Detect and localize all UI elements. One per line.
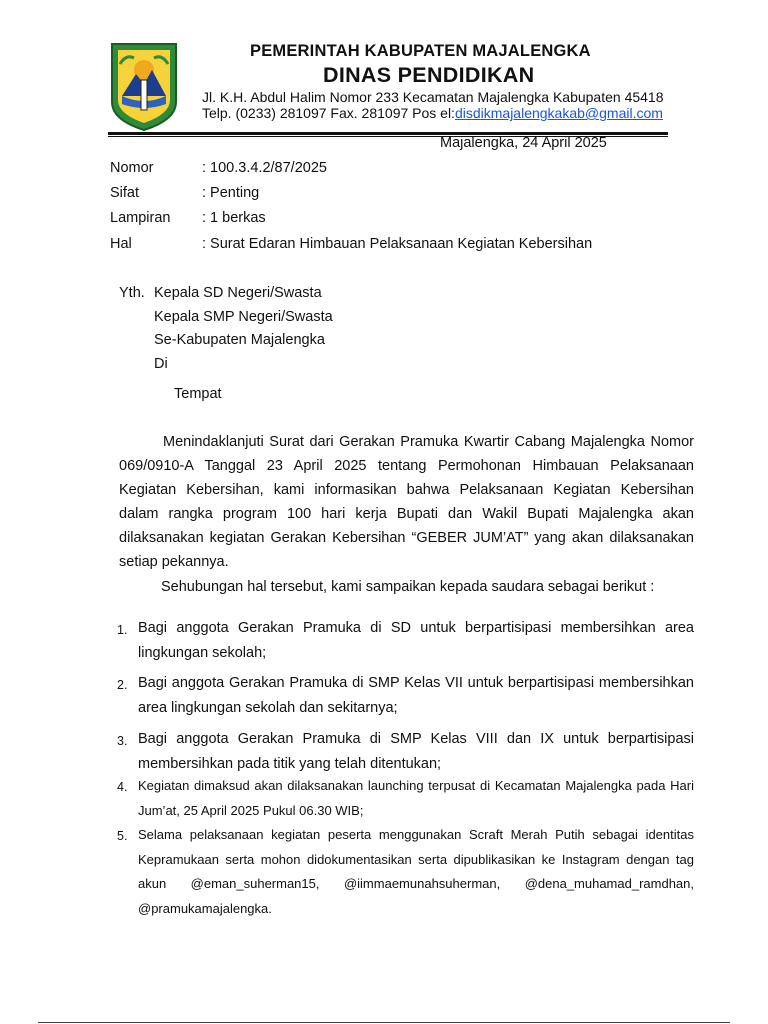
list-item: Bagi anggota Gerakan Pramuka di SMP Kelas VIII dan IX untuk berpartisipasi membersihkan pada titik yang telah ditentukan; bbox=[138, 731, 694, 772]
government-name: PEMERINTAH KABUPATEN MAJALENGKA bbox=[250, 42, 591, 60]
list-number: 5. bbox=[117, 829, 128, 843]
list-number: 4. bbox=[117, 780, 128, 794]
meta-label-nomor: Nomor bbox=[110, 160, 154, 176]
meta-value-sifat: : Penting bbox=[202, 185, 260, 201]
list-number: 3. bbox=[117, 734, 128, 748]
list-number: 2. bbox=[117, 678, 128, 692]
office-address: Jl. K.H. Abdul Halim Nomor 233 Kecamatan Majalengka Kabupaten 45418 bbox=[202, 89, 664, 105]
page-bottom-rule bbox=[38, 1022, 730, 1023]
addressee-prefix: Yth. bbox=[119, 285, 145, 301]
meta-value-lampiran: : 1 berkas bbox=[202, 210, 266, 226]
list-item: Bagi anggota Gerakan Pramuka di SMP Kelas VII untuk berpartisipasi membersihkan area lingkungan sekolah dan sekitarnya; bbox=[138, 675, 694, 716]
addressee-line: Kepala SMP Negeri/Swasta bbox=[154, 309, 333, 325]
contact-line bbox=[202, 105, 663, 121]
list-item: Selama pelaksanaan kegiatan peserta menggunakan Scraft Merah Putih sebagai identitas Kepramukaan serta mohon didokumentasikan serta dipublikasikan ke Instagram dengan tag akun @eman_suherman15, @iimmaemunahsuherman, @dena_muhamad_ramdhan, @pramukamajalengka. bbox=[138, 827, 694, 916]
meta-label-lampiran: Lampiran bbox=[110, 210, 171, 226]
meta-value-hal: : Surat Edaran Himbauan Pelaksanaan Kegiatan Kebersihan bbox=[202, 236, 593, 252]
meta-value-nomor: : 100.3.4.2/87/2025 bbox=[202, 160, 327, 176]
email-link[interactable]: disdikmajalengkakab@gmail.com bbox=[454, 105, 663, 121]
meta-label-hal: Hal bbox=[110, 236, 132, 252]
majalengka-emblem-icon bbox=[108, 40, 180, 132]
body-paragraph-2: Sehubungan hal tersebut, kami sampaikan kepada saudara sebagai berikut : bbox=[161, 579, 655, 595]
addressee-line: Di bbox=[154, 356, 168, 372]
addressee-place: Tempat bbox=[174, 386, 222, 402]
department-name: DINAS PENDIDIKAN bbox=[323, 63, 535, 87]
list-number: 1. bbox=[117, 623, 128, 637]
list-item: Bagi anggota Gerakan Pramuka di SD untuk berpartisipasi membersihkan area lingkungan sekolah; bbox=[138, 620, 694, 661]
place-date: Majalengka, 24 April 2025 bbox=[440, 135, 607, 151]
addressee-line: Kepala SD Negeri/Swasta bbox=[154, 285, 322, 301]
body-paragraph-1: Menindaklanjuti Surat dari Gerakan Pramuka Kwartir Cabang Majalengka Nomor 069/0910-A Tanggal 23 April 2025 tentang Permohonan Himbauan Pelaksanaan Kegiatan Kebersihan, kami informasikan bahwa Pelaksanaan Kegiatan Kebersihan dalam rangka program 100 hari kerja Bupati dan Wakil Bupati Majalengka akan dilaksanakan kegiatan Gerakan Kebersihan “GEBER JUM’AT” yang akan dilaksanakan setiap pekannya. bbox=[119, 434, 694, 570]
contact-prefix: Telp. (0233) 281097 Fax. 281097 Pos el: bbox=[202, 105, 455, 121]
addressee-line: Se-Kabupaten Majalengka bbox=[154, 332, 325, 348]
meta-label-sifat: Sifat bbox=[110, 185, 140, 201]
list-item: Kegiatan dimaksud akan dilaksanakan launching terpusat di Kecamatan Majalengka pada Hari Jum’at, 25 April 2025 Pukul 06.30 WIB; bbox=[138, 778, 694, 818]
